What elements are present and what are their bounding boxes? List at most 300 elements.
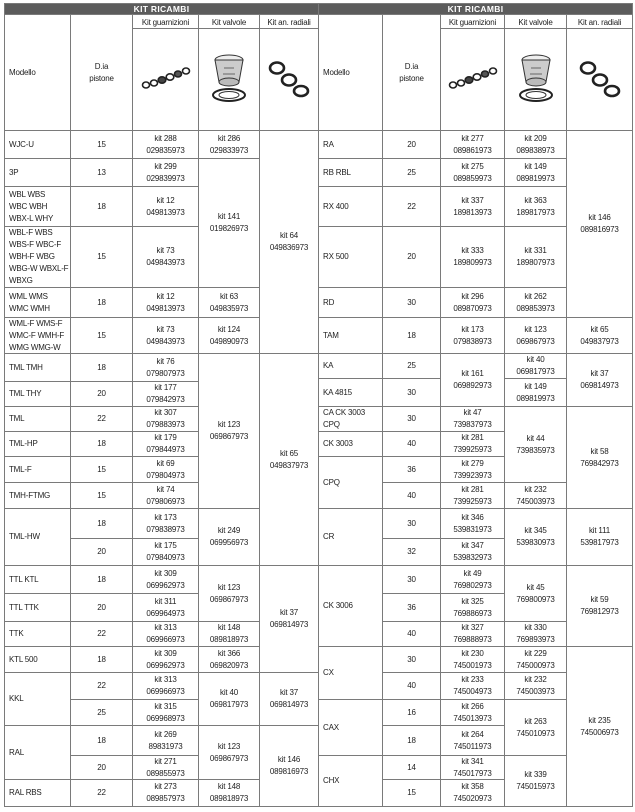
right-kit-radiali-text: kit 146 089816973 bbox=[580, 213, 619, 234]
right-model bbox=[318, 226, 383, 288]
left-dia bbox=[70, 508, 133, 539]
right-kit-valvole bbox=[504, 621, 567, 647]
right-model-text: CK 3006 bbox=[323, 601, 353, 610]
right-model bbox=[318, 378, 383, 407]
left-kit-guarnizioni-text: kit 69 079804973 bbox=[146, 458, 185, 480]
left-kit-guarnizioni-text: kit 177 079842973 bbox=[146, 383, 185, 404]
left-kit-guarnizioni-text: kit 173 079838973 bbox=[146, 512, 185, 534]
right-kit-valvole-text: kit 123 069867973 bbox=[516, 324, 555, 346]
left-kit-valvole bbox=[198, 508, 260, 566]
left-model-text: WBL-F WBS WBS-F WBC-F WBH-F WBG WBG-W WBXL-F WBXG bbox=[9, 228, 69, 285]
left-dia-text: 20 bbox=[97, 547, 106, 556]
oring-kit-icon-cell bbox=[566, 28, 633, 131]
left-kit-guarnizioni bbox=[132, 621, 199, 647]
right-kit-valvole-text: kit 339 745015973 bbox=[516, 770, 555, 791]
left-model bbox=[4, 565, 71, 594]
right-kit-valvole-text: kit 209 089838973 bbox=[516, 133, 555, 155]
right-dia bbox=[382, 353, 441, 379]
right-kit-guarnizioni bbox=[440, 725, 505, 756]
left-dia-text: 15 bbox=[97, 464, 106, 474]
left-kit-valvole bbox=[198, 725, 260, 780]
left-model-text: 3P bbox=[9, 167, 19, 177]
left-model bbox=[4, 456, 71, 483]
right-dia-text: 32 bbox=[407, 547, 416, 556]
right-dia bbox=[382, 699, 441, 726]
left-kit-guarnizioni bbox=[132, 431, 199, 457]
right-kit-radiali bbox=[566, 565, 633, 647]
right-dia bbox=[382, 538, 441, 566]
left-kit-guarnizioni-text: kit 299 029839973 bbox=[146, 161, 185, 183]
right-kit-guarnizioni-text: kit 49 769802973 bbox=[453, 568, 492, 590]
right-model-text: CR bbox=[323, 532, 335, 541]
left-kit-guarnizioni-text: kit 315 069968973 bbox=[146, 701, 185, 723]
left-model bbox=[4, 672, 71, 726]
left-kit-guarnizioni-text: kit 309 069962973 bbox=[146, 648, 185, 670]
left-kit-valvole bbox=[198, 779, 260, 807]
left-kit-guarnizioni bbox=[132, 456, 199, 483]
left-col-radiali bbox=[259, 14, 319, 29]
left-kit-guarnizioni-text: kit 175 079840973 bbox=[146, 541, 185, 562]
right-model-text: RD bbox=[323, 297, 335, 307]
right-kit-guarnizioni-text: kit 230 745001973 bbox=[453, 648, 492, 670]
left-model bbox=[4, 226, 71, 288]
right-kit-valvole bbox=[504, 353, 567, 379]
left-kit-radiali bbox=[259, 130, 319, 354]
right-dia-text: 20 bbox=[407, 252, 416, 261]
right-kit-guarnizioni bbox=[440, 646, 505, 673]
left-kit-guarnizioni-text: kit 76 079807973 bbox=[146, 356, 185, 378]
right-model bbox=[318, 406, 383, 432]
left-kit-guarnizioni bbox=[132, 646, 199, 673]
right-model-text: CPQ bbox=[323, 477, 340, 487]
right-kit-valvole bbox=[504, 508, 567, 566]
right-dia-text: 40 bbox=[407, 490, 416, 500]
left-model bbox=[4, 621, 71, 647]
right-model bbox=[318, 508, 383, 566]
left-dia-text: 25 bbox=[97, 707, 106, 717]
left-kit-valvole bbox=[198, 621, 260, 647]
right-kit-valvole bbox=[504, 646, 567, 673]
left-dia-text: 15 bbox=[97, 139, 106, 149]
right-kit-valvole-text: kit 45 769800973 bbox=[516, 582, 555, 604]
right-kit-guarnizioni-text: kit 333 189809973 bbox=[453, 246, 492, 267]
left-model bbox=[4, 186, 71, 227]
right-kit-guarnizioni-text: kit 346 539831973 bbox=[453, 512, 492, 534]
right-kit-guarnizioni-text: kit 341 745017973 bbox=[453, 756, 492, 778]
left-kit-radiali bbox=[259, 672, 319, 726]
right-kit-guarnizioni-text: kit 161 069892973 bbox=[453, 369, 492, 390]
right-dia-text: 30 bbox=[407, 297, 416, 307]
right-kit-guarnizioni bbox=[440, 158, 505, 187]
right-kit-radiali-text: kit 65 049837973 bbox=[580, 324, 619, 346]
right-dia-text: 40 bbox=[407, 439, 416, 448]
left-kit-guarnizioni-text: kit 313 069966973 bbox=[146, 623, 185, 644]
right-kit-valvole bbox=[504, 158, 567, 187]
right-kit-guarnizioni bbox=[440, 538, 505, 566]
right-kit-guarnizioni bbox=[440, 186, 505, 227]
right-dia-text: 18 bbox=[407, 330, 416, 340]
right-model-text: RA bbox=[323, 139, 334, 149]
left-kit-radiali-text: kit 64 049836973 bbox=[269, 231, 309, 252]
right-kit-guarnizioni-text: kit 347 539832973 bbox=[453, 541, 492, 562]
left-kit-guarnizioni bbox=[132, 593, 199, 622]
left-dia bbox=[70, 130, 133, 159]
left-kit-valvole-text: kit 148 089818973 bbox=[209, 623, 249, 644]
left-dia bbox=[70, 158, 133, 187]
right-kit-valvole-text: kit 262 089853973 bbox=[516, 291, 555, 313]
right-model-text: CK 3003 bbox=[323, 439, 353, 448]
left-kit-valvole-text: kit 249 069956973 bbox=[209, 526, 249, 547]
right-dia-text: 16 bbox=[407, 707, 416, 717]
left-kit-valvole-text: kit 124 049890973 bbox=[209, 324, 249, 346]
left-model-text: TTK bbox=[9, 629, 24, 638]
right-kit-radiali-text: kit 37 069814973 bbox=[580, 369, 619, 390]
right-model-text: TAM bbox=[323, 330, 339, 340]
left-kit-radiali bbox=[259, 353, 319, 566]
left-dia-text: 20 bbox=[97, 762, 106, 772]
left-model-text: TML-F bbox=[9, 464, 32, 474]
left-kit-guarnizioni bbox=[132, 482, 199, 509]
right-dia-text: 36 bbox=[407, 464, 416, 474]
right-col-valvole-text: Kit valvole bbox=[518, 18, 553, 27]
right-kit-guarnizioni-text: kit 281 739925973 bbox=[453, 433, 492, 454]
left-kit-guarnizioni-text: kit 313 069966973 bbox=[146, 675, 185, 696]
left-kit-guarnizioni bbox=[132, 699, 199, 726]
left-model-text: WML-F WMS-F WMC-F WMH-F WMG WMG-W bbox=[9, 318, 65, 352]
right-kit-valvole bbox=[504, 130, 567, 159]
right-kit-guarnizioni bbox=[440, 431, 505, 457]
left-model-text: RAL bbox=[9, 747, 24, 757]
right-dia bbox=[382, 130, 441, 159]
left-kit-guarnizioni bbox=[132, 565, 199, 594]
right-model bbox=[318, 431, 383, 457]
right-kit-radiali bbox=[566, 130, 633, 318]
left-kit-valvole bbox=[198, 287, 260, 318]
left-dia bbox=[70, 431, 133, 457]
left-model-text: TTL TTK bbox=[9, 602, 39, 612]
left-dia-text: 18 bbox=[97, 201, 106, 211]
right-dia bbox=[382, 431, 441, 457]
right-kit-valvole bbox=[504, 565, 567, 622]
seal-kit-icon bbox=[447, 65, 499, 95]
right-model bbox=[318, 287, 383, 318]
left-model bbox=[4, 381, 71, 407]
left-col-dia-text: D.ia pistone bbox=[89, 61, 114, 83]
left-dia bbox=[70, 725, 133, 756]
right-dia-text: 25 bbox=[407, 361, 416, 370]
right-col-model-text: Modello bbox=[323, 67, 350, 77]
right-model bbox=[318, 317, 383, 354]
left-kit-valvole-text: kit 123 069867973 bbox=[209, 420, 249, 441]
left-dia-text: 22 bbox=[97, 629, 106, 638]
right-kit-valvole bbox=[504, 226, 567, 288]
right-col-guarnizioni-text: Kit guarnizioni bbox=[448, 18, 497, 27]
right-dia bbox=[382, 755, 441, 780]
left-model bbox=[4, 353, 71, 382]
left-kit-radiali-text: kit 37 069814973 bbox=[269, 688, 309, 709]
right-model-text: KA bbox=[323, 361, 334, 370]
left-dia-text: 18 bbox=[97, 518, 106, 528]
right-kit-valvole-text: kit 149 089819973 bbox=[516, 381, 555, 403]
left-dia bbox=[70, 456, 133, 483]
left-kit-guarnizioni-text: kit 12 049813973 bbox=[146, 195, 185, 217]
left-kit-guarnizioni bbox=[132, 381, 199, 407]
left-col-radiali-text: Kit an. radiali bbox=[267, 18, 311, 27]
left-kit-guarnizioni-text: kit 269 89831973 bbox=[148, 729, 183, 751]
valve-kit-icon-cell bbox=[504, 28, 567, 131]
left-kit-guarnizioni-text: kit 307 079883973 bbox=[146, 408, 185, 429]
left-model-text: TML-HP bbox=[9, 439, 38, 448]
right-kit-guarnizioni-text: kit 266 745013973 bbox=[453, 701, 492, 723]
valve-kit-icon-cell bbox=[198, 28, 260, 131]
right-kit-guarnizioni-text: kit 233 745004973 bbox=[453, 675, 492, 696]
right-kit-guarnizioni-text: kit 279 739923973 bbox=[453, 458, 492, 480]
left-col-model bbox=[4, 14, 71, 131]
oring-kit-icon bbox=[267, 58, 311, 102]
right-model-text: CA CK 3003 CPQ bbox=[323, 408, 366, 429]
left-kit-guarnizioni bbox=[132, 130, 199, 159]
right-kit-guarnizioni-text: kit 281 739925973 bbox=[453, 484, 492, 506]
left-model-text: WML WMS WMC WMH bbox=[9, 291, 50, 313]
left-kit-radiali bbox=[259, 725, 319, 807]
left-kit-radiali-text: kit 37 069814973 bbox=[269, 608, 309, 629]
left-kit-guarnizioni-text: kit 12 049813973 bbox=[146, 291, 185, 313]
left-dia-text: 18 bbox=[97, 735, 106, 745]
right-dia bbox=[382, 406, 441, 432]
right-kit-guarnizioni bbox=[440, 353, 505, 407]
right-dia bbox=[382, 508, 441, 539]
left-kit-valvole bbox=[198, 158, 260, 288]
left-dia-text: 18 bbox=[97, 574, 106, 584]
left-dia-text: 22 bbox=[97, 788, 106, 797]
right-dia bbox=[382, 378, 441, 407]
right-model bbox=[318, 186, 383, 227]
right-kit-valvole-text: kit 330 769893973 bbox=[516, 623, 555, 644]
right-kit-valvole bbox=[504, 378, 567, 407]
right-kit-valvole-text: kit 232 745003973 bbox=[516, 484, 555, 506]
left-kit-radiali-text: kit 65 049837973 bbox=[269, 448, 309, 470]
left-dia bbox=[70, 287, 133, 318]
left-kit-guarnizioni bbox=[132, 755, 199, 780]
right-kit-guarnizioni bbox=[440, 565, 505, 594]
left-col-guarnizioni-text: Kit guarnizioni bbox=[141, 18, 190, 27]
left-dia bbox=[70, 672, 133, 700]
left-kit-valvole-text: kit 148 089818973 bbox=[209, 782, 249, 803]
right-kit-valvole bbox=[504, 186, 567, 227]
right-kit-guarnizioni-text: kit 264 745011973 bbox=[453, 729, 492, 751]
right-kit-guarnizioni bbox=[440, 482, 505, 509]
right-dia bbox=[382, 565, 441, 594]
right-kit-valvole-text: kit 149 089819973 bbox=[516, 161, 555, 183]
left-model-text: TML THY bbox=[9, 389, 42, 398]
left-dia-text: 13 bbox=[97, 167, 106, 177]
right-dia bbox=[382, 621, 441, 647]
right-kit-guarnizioni-text: kit 173 079838973 bbox=[453, 324, 492, 346]
left-kit-guarnizioni bbox=[132, 353, 199, 382]
right-dia bbox=[382, 593, 441, 622]
right-dia-text: 20 bbox=[407, 139, 416, 149]
left-dia-text: 20 bbox=[97, 389, 106, 398]
right-kit-valvole-text: kit 229 745000973 bbox=[516, 648, 555, 670]
left-kit-valvole-text: kit 123 069867973 bbox=[209, 741, 249, 763]
left-dia-text: 18 bbox=[97, 439, 106, 448]
left-kit-guarnizioni-text: kit 311 069964973 bbox=[146, 596, 185, 618]
right-kit-guarnizioni-text: kit 277 089861973 bbox=[453, 133, 492, 155]
right-kit-guarnizioni bbox=[440, 699, 505, 726]
right-kit-valvole-text: kit 40 069817973 bbox=[516, 355, 555, 376]
left-kit-valvole-text: kit 40 069817973 bbox=[209, 688, 249, 709]
left-dia bbox=[70, 381, 133, 407]
right-kit-guarnizioni bbox=[440, 130, 505, 159]
left-dia-text: 15 bbox=[97, 330, 106, 340]
left-kit-radiali bbox=[259, 565, 319, 673]
left-kit-valvole bbox=[198, 646, 260, 673]
left-dia bbox=[70, 482, 133, 509]
right-dia bbox=[382, 672, 441, 700]
right-kit-guarnizioni-text: kit 296 089870973 bbox=[453, 291, 492, 313]
right-dia bbox=[382, 158, 441, 187]
right-kit-guarnizioni bbox=[440, 456, 505, 483]
right-kit-radiali-text: kit 59 769812973 bbox=[580, 595, 619, 616]
left-dia-text: 18 bbox=[97, 654, 106, 664]
right-model-text: RX 400 bbox=[323, 201, 349, 211]
right-model-text: CAX bbox=[323, 722, 339, 732]
left-kit-guarnizioni bbox=[132, 186, 199, 227]
left-kit-valvole-text: kit 123 069867973 bbox=[209, 582, 249, 604]
left-kit-valvole bbox=[198, 353, 260, 509]
right-kit-guarnizioni bbox=[440, 779, 505, 807]
right-kit-guarnizioni-text: kit 325 769886973 bbox=[453, 596, 492, 618]
right-kit-guarnizioni bbox=[440, 672, 505, 700]
right-kit-valvole bbox=[504, 317, 567, 354]
oring-kit-icon bbox=[578, 58, 622, 102]
left-dia bbox=[70, 317, 133, 354]
right-model-text: RX 500 bbox=[323, 252, 349, 261]
right-kit-radiali bbox=[566, 353, 633, 407]
right-model-text: CX bbox=[323, 668, 334, 677]
seal-kit-icon-cell bbox=[440, 28, 505, 131]
left-model bbox=[4, 646, 71, 673]
right-model bbox=[318, 158, 383, 187]
left-kit-guarnizioni bbox=[132, 158, 199, 187]
left-model bbox=[4, 593, 71, 622]
right-model-text: KA 4815 bbox=[323, 387, 352, 397]
right-kit-valvole bbox=[504, 482, 567, 509]
right-col-guarnizioni bbox=[440, 14, 505, 29]
left-dia bbox=[70, 699, 133, 726]
left-kit-guarnizioni bbox=[132, 538, 199, 566]
left-kit-guarnizioni bbox=[132, 672, 199, 700]
left-dia bbox=[70, 755, 133, 780]
left-dia bbox=[70, 538, 133, 566]
right-kit-radiali bbox=[566, 406, 633, 509]
right-dia bbox=[382, 482, 441, 509]
left-dia-text: 15 bbox=[97, 252, 106, 261]
left-model bbox=[4, 406, 71, 432]
left-dia bbox=[70, 779, 133, 807]
right-col-radiali bbox=[566, 14, 633, 29]
right-kit-valvole bbox=[504, 406, 567, 483]
right-model-text: RB RBL bbox=[323, 167, 351, 177]
left-dia bbox=[70, 646, 133, 673]
right-col-radiali-text: Kit an. radiali bbox=[577, 18, 622, 27]
left-kit-guarnizioni-text: kit 73 049843973 bbox=[146, 246, 185, 267]
left-model-text: TML bbox=[9, 414, 25, 423]
seal-kit-icon bbox=[140, 65, 192, 95]
left-model bbox=[4, 317, 71, 354]
right-dia bbox=[382, 725, 441, 756]
right-kit-guarnizioni bbox=[440, 317, 505, 354]
right-dia-text: 40 bbox=[407, 629, 416, 638]
oring-kit-icon-cell bbox=[259, 28, 319, 131]
valve-kit-icon bbox=[206, 50, 252, 110]
right-kit-guarnizioni bbox=[440, 508, 505, 539]
left-model-text: TML-HW bbox=[9, 532, 40, 541]
right-dia-text: 25 bbox=[407, 167, 416, 177]
left-kit-valvole-text: kit 63 049835973 bbox=[209, 291, 249, 313]
left-model bbox=[4, 158, 71, 187]
left-model bbox=[4, 431, 71, 457]
right-col-valvole bbox=[504, 14, 567, 29]
left-model bbox=[4, 287, 71, 318]
right-kit-guarnizioni bbox=[440, 226, 505, 288]
right-dia-text: 40 bbox=[407, 681, 416, 690]
left-kit-guarnizioni bbox=[132, 725, 199, 756]
right-model bbox=[318, 353, 383, 379]
left-dia-text: 15 bbox=[97, 490, 106, 500]
left-kit-valvole-text: kit 366 069820973 bbox=[209, 648, 249, 670]
left-model bbox=[4, 482, 71, 509]
left-model-text: WJC-U bbox=[9, 139, 34, 149]
right-kit-valvole-text: kit 232 745003973 bbox=[516, 675, 555, 696]
left-model bbox=[4, 130, 71, 159]
right-dia-text: 30 bbox=[407, 518, 416, 528]
right-kit-valvole bbox=[504, 699, 567, 756]
left-kit-guarnizioni-text: kit 179 079844973 bbox=[146, 433, 185, 454]
left-model-text: TML TMH bbox=[9, 362, 43, 372]
right-col-dia bbox=[382, 14, 441, 131]
right-kit-valvole-text: kit 44 739835973 bbox=[516, 433, 555, 455]
left-dia-text: 22 bbox=[97, 681, 106, 690]
valve-kit-icon bbox=[513, 50, 559, 110]
left-col-model-text: Modello bbox=[9, 67, 36, 77]
right-model bbox=[318, 646, 383, 700]
right-kit-guarnizioni bbox=[440, 621, 505, 647]
right-kit-valvole bbox=[504, 755, 567, 807]
left-kit-guarnizioni bbox=[132, 317, 199, 354]
right-dia bbox=[382, 317, 441, 354]
left-dia-text: 20 bbox=[97, 602, 106, 612]
left-dia bbox=[70, 353, 133, 382]
left-kit-valvole-text: kit 286 029833973 bbox=[209, 133, 249, 155]
right-model-text: CHX bbox=[323, 776, 340, 785]
left-model-text: KKL bbox=[9, 694, 24, 703]
right-kit-guarnizioni bbox=[440, 755, 505, 780]
left-kit-guarnizioni-text: kit 73 049843973 bbox=[146, 324, 185, 346]
left-kit-guarnizioni bbox=[132, 226, 199, 288]
right-kit-valvole-text: kit 345 539830973 bbox=[516, 526, 555, 547]
right-kit-valvole bbox=[504, 287, 567, 318]
left-dia bbox=[70, 406, 133, 432]
left-dia-text: 18 bbox=[97, 297, 106, 307]
right-dia-text: 14 bbox=[407, 762, 416, 772]
right-dia-text: 30 bbox=[407, 574, 416, 584]
left-model-text: WBL WBS WBC WBH WBX-L WHY bbox=[9, 189, 54, 223]
left-dia-text: 18 bbox=[97, 362, 106, 372]
left-kit-guarnizioni bbox=[132, 779, 199, 807]
right-kit-guarnizioni-text: kit 275 089859973 bbox=[453, 161, 492, 183]
left-dia bbox=[70, 565, 133, 594]
